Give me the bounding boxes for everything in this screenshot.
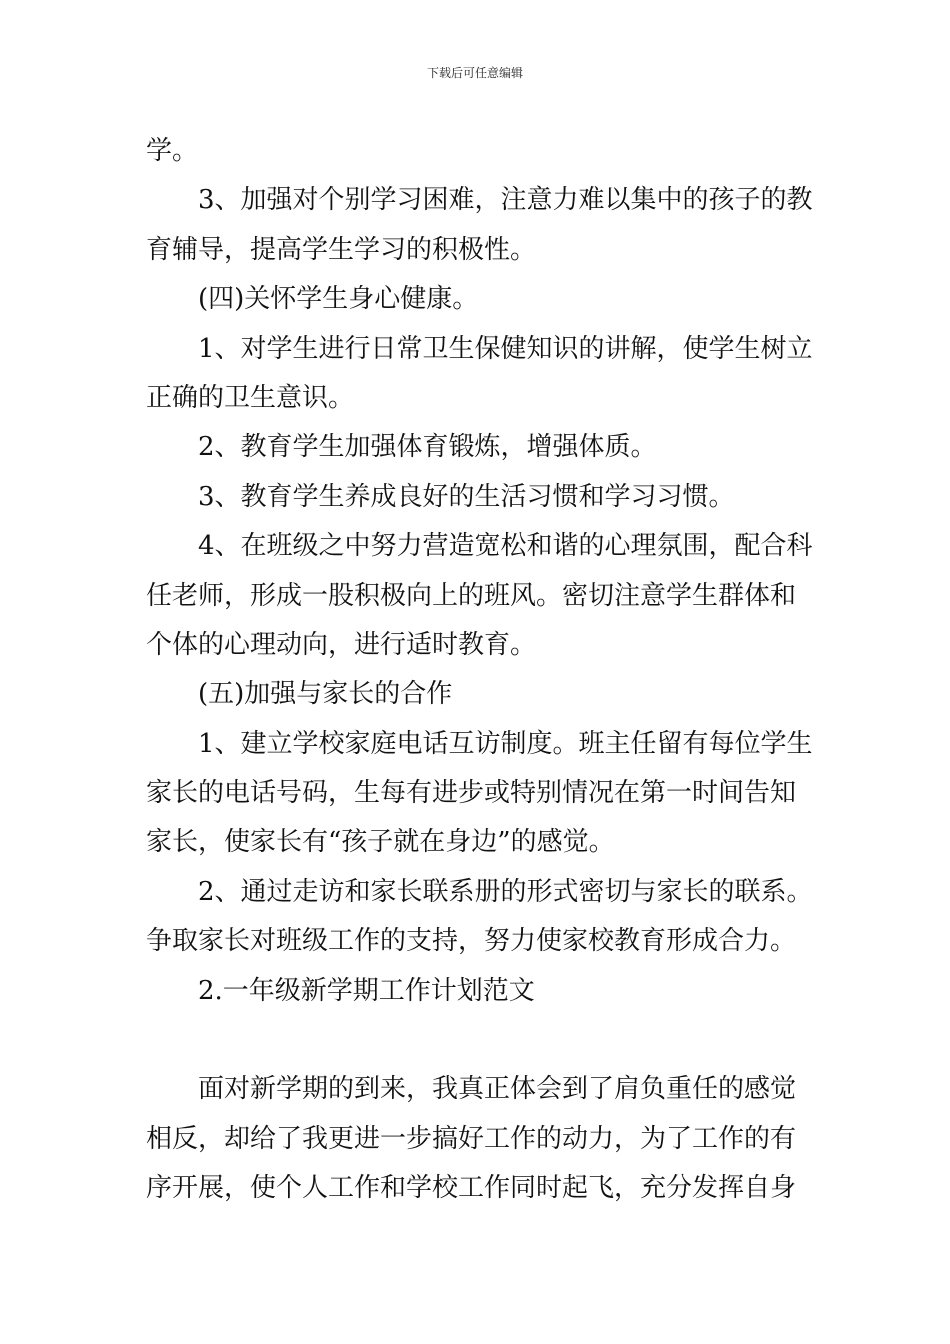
blank-line: [146, 1016, 810, 1065]
text-line: 2、通过走访和家长联系册的形式密切与家长的联系。: [198, 876, 813, 907]
text-line: 育辅导，提高学生学习的积极性。: [146, 234, 537, 265]
document-body: [146, 127, 813, 1214]
text-line: 2、教育学生加强体育锻炼，增强体质。: [198, 432, 657, 463]
text-line: 个体的心理动向，进行适时教育。: [146, 629, 537, 660]
text-line: 4、在班级之中努力营造宽松和谐的心理氛围，配合科: [198, 531, 813, 562]
text-line: 3、教育学生养成良好的生活习惯和学习习惯。: [198, 481, 735, 512]
text-line: 序开展，使个人工作和学校工作同时起飞，充分发挥自身: [146, 1173, 797, 1204]
article-title: 2.一年级新学期工作计划范文: [198, 975, 535, 1006]
section-heading: (五)加强与家长的合作: [198, 679, 453, 710]
text-line: 面对新学期的到来，我真正体会到了肩负重任的感觉: [198, 1074, 797, 1105]
text-line: 正确的卫生意识。: [146, 382, 355, 413]
section-heading: (四)关怀学生身心健康。: [198, 284, 479, 315]
text-line: 相反，却给了我更进一步搞好工作的动力，为了工作的有: [146, 1123, 797, 1154]
text-line: 任老师，形成一股积极向上的班风。密切注意学生群体和: [146, 580, 797, 611]
text-line: 家长的电话号码，生每有进步或特别情况在第一时间告知: [146, 778, 797, 809]
text-line: 学。: [146, 136, 199, 166]
text-line: 1、对学生进行日常卫生保健知识的讲解，使学生树立: [198, 333, 813, 364]
text-line: 3、加强对个别学习困难，注意力难以集中的孩子的教: [198, 185, 813, 216]
text-line: 家长，使家长有“孩子就在身边”的感觉。: [146, 827, 615, 858]
text-line: 1、建立学校家庭电话互访制度。班主任留有每位学生: [198, 728, 813, 759]
page-header: 下载后可任意编辑: [426, 66, 523, 80]
text-line: 争取家长对班级工作的支持，努力使家校教育形成合力。: [146, 926, 797, 957]
